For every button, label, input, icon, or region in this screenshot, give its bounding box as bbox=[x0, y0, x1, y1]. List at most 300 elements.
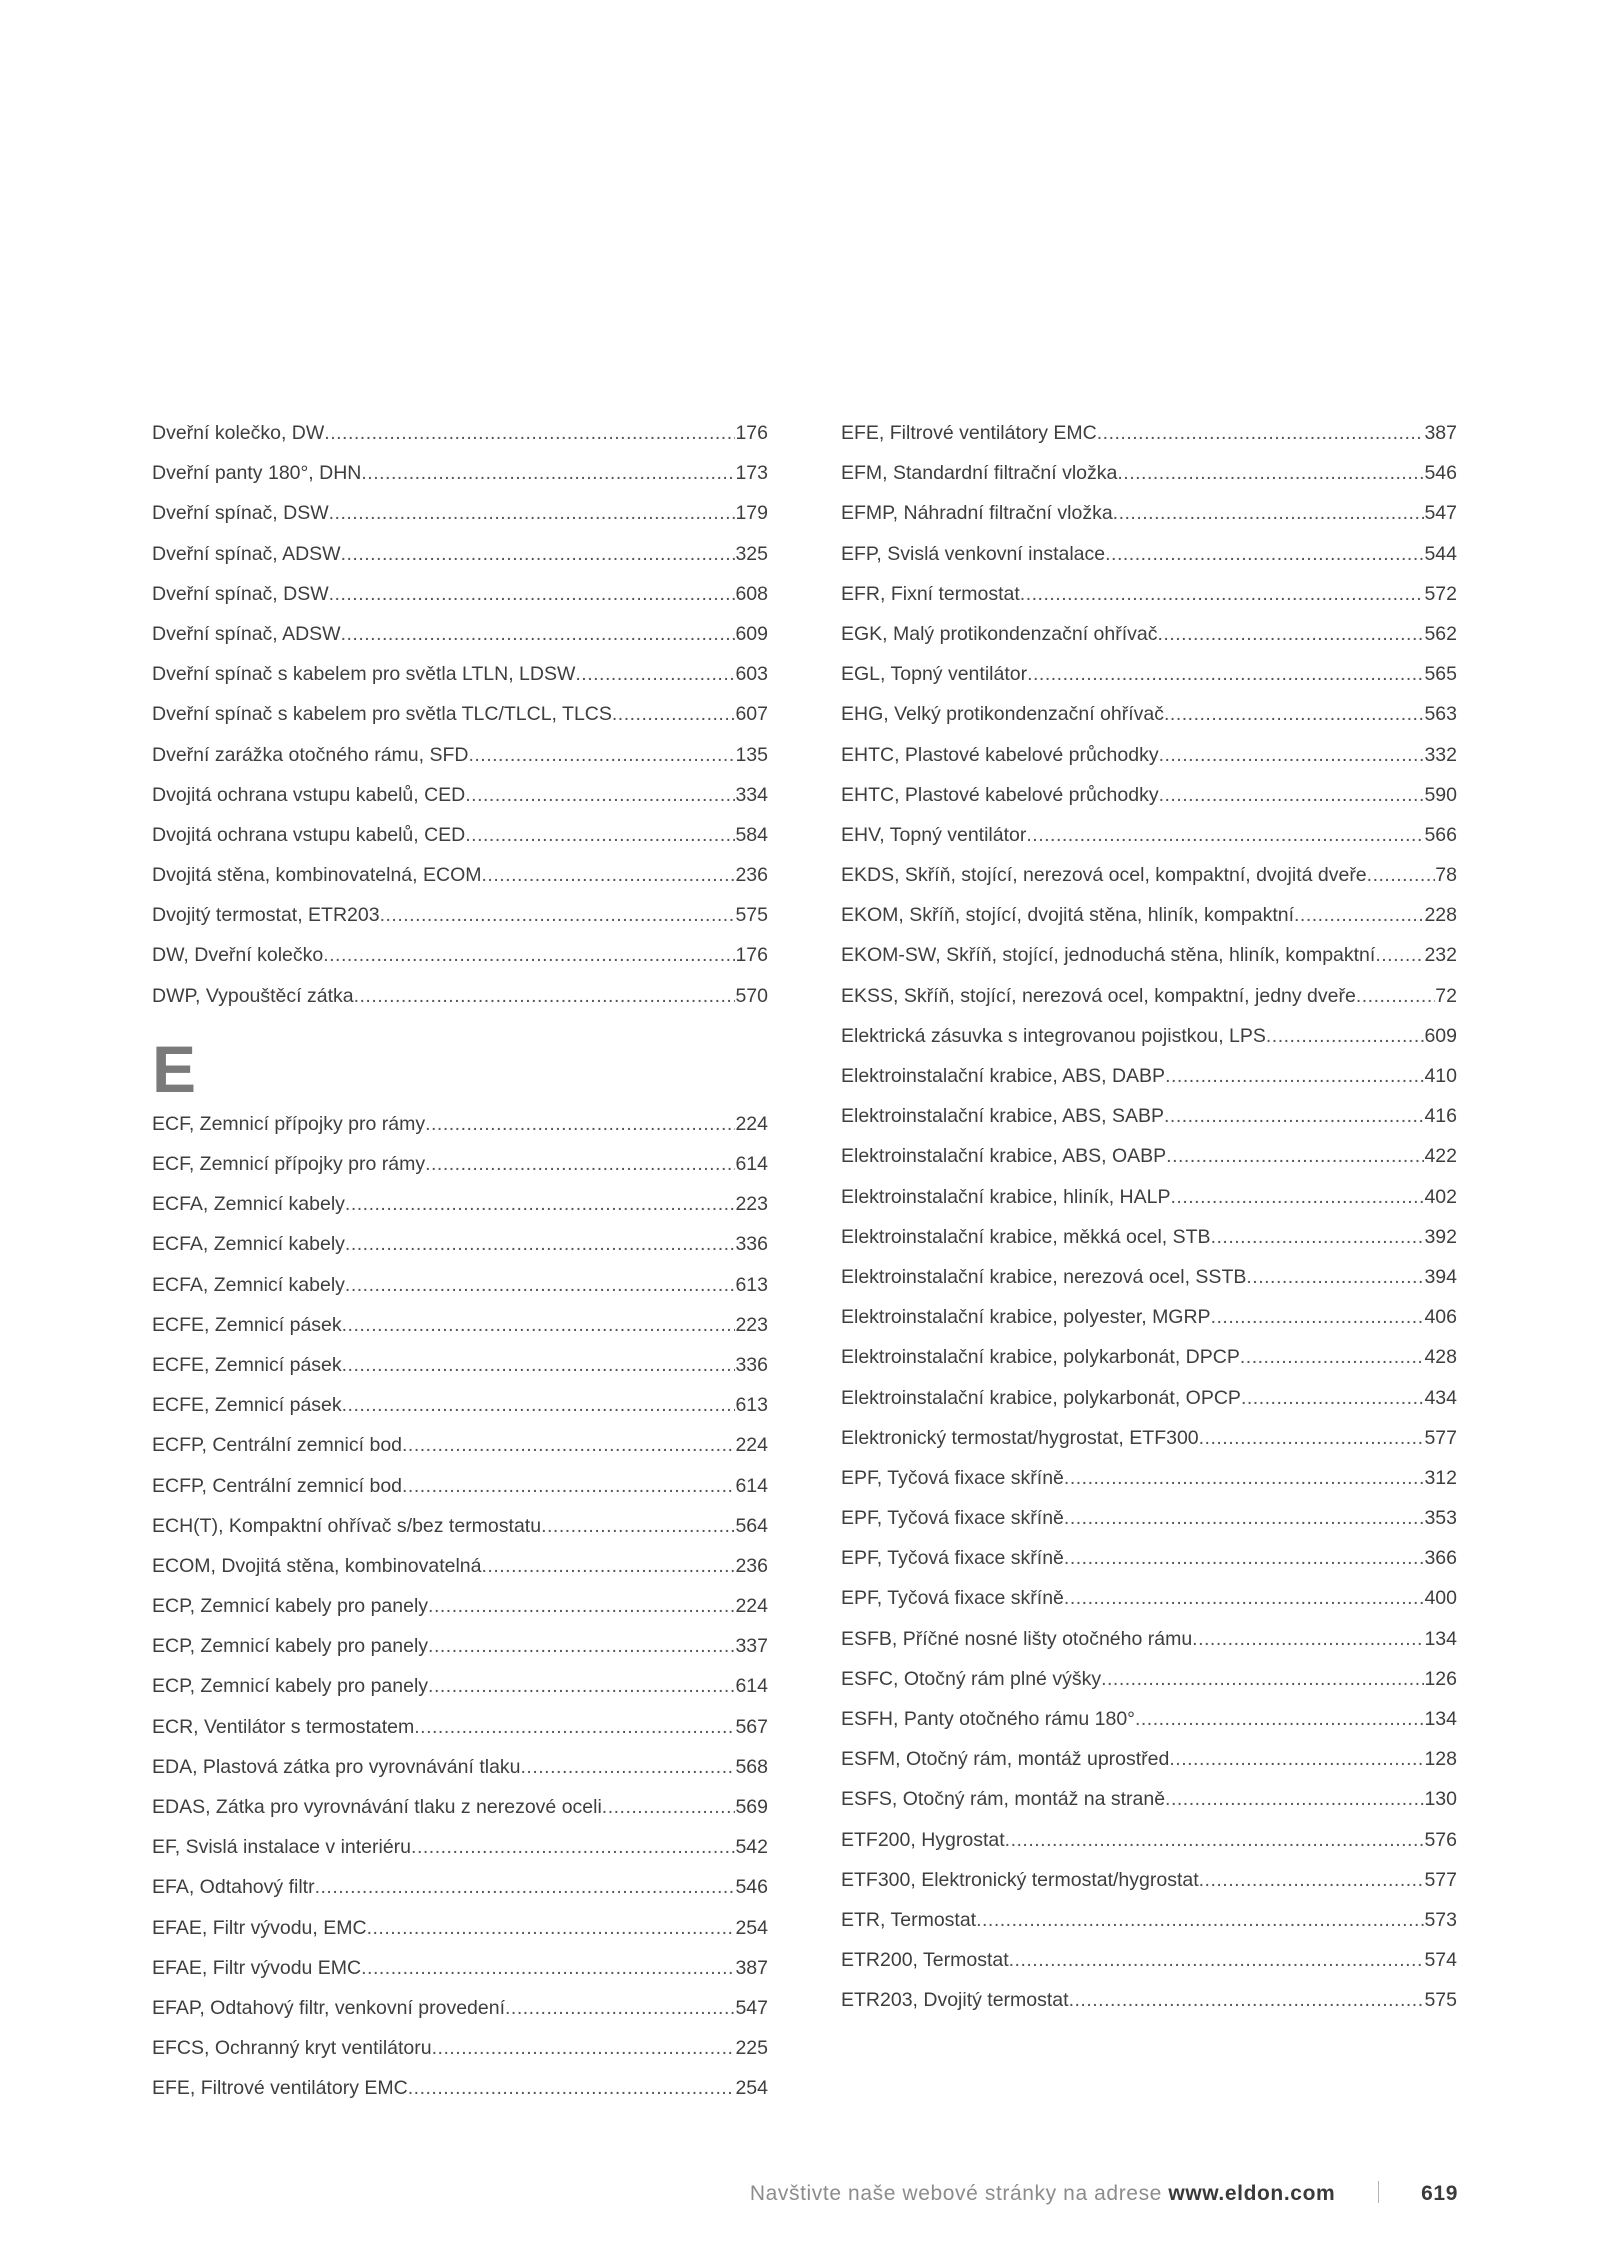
index-entry bbox=[152, 583, 768, 623]
entry-label: EPF, Tyčová fixace skříně bbox=[841, 1547, 1064, 1570]
entry-label: ETR200, Termostat bbox=[841, 1949, 1009, 1972]
index-entry bbox=[841, 1065, 1457, 1105]
index-list-e bbox=[152, 1113, 768, 2118]
footer-url-link[interactable]: www.eldon.com bbox=[1168, 2182, 1336, 2205]
dot-leader bbox=[323, 944, 735, 967]
index-entry bbox=[152, 1233, 768, 1273]
entry-label: Dveřní zarážka otočného rámu, SFD bbox=[152, 743, 469, 766]
index-entry bbox=[152, 1153, 768, 1193]
entry-label: ECF, Zemnicí přípojky pro rámy bbox=[152, 1112, 426, 1135]
index-entry bbox=[152, 1595, 768, 1635]
entry-label: EFCS, Ochranný kryt ventilátoru bbox=[152, 2037, 432, 2060]
index-entry bbox=[841, 462, 1457, 502]
dot-leader bbox=[505, 1997, 735, 2020]
entry-page-number: 130 bbox=[1424, 1788, 1457, 1811]
entry-label: EPF, Tyčová fixace skříně bbox=[841, 1587, 1064, 1610]
entry-page-number: 394 bbox=[1424, 1265, 1457, 1288]
entry-label: ESFB, Příčné nosné lišty otočného rámu bbox=[841, 1627, 1193, 1650]
dot-leader bbox=[432, 2037, 736, 2060]
entry-page-number: 590 bbox=[1424, 783, 1457, 806]
entry-page-number: 568 bbox=[735, 1755, 768, 1778]
entry-label: EFAE, Filtr vývodu EMC bbox=[152, 1956, 362, 1979]
index-entry bbox=[841, 904, 1457, 944]
dot-leader bbox=[1164, 703, 1424, 726]
entry-label: ESFC, Otočný rám plné výšky bbox=[841, 1667, 1102, 1690]
entry-label: Elektroinstalační krabice, polyester, MGRP bbox=[841, 1306, 1211, 1329]
entry-page-number: 223 bbox=[735, 1193, 768, 1216]
entry-page-number: 387 bbox=[1424, 422, 1457, 444]
dot-leader bbox=[361, 462, 735, 485]
index-entry bbox=[841, 1869, 1457, 1909]
entry-page-number: 232 bbox=[1424, 944, 1457, 967]
entry-label: Elektrická zásuvka s integrovanou pojistkou, LPS bbox=[841, 1024, 1266, 1047]
entry-label: Dvojitá ochrana vstupu kabelů, CED bbox=[152, 783, 466, 806]
dot-leader bbox=[1170, 1186, 1424, 1209]
dot-leader bbox=[1375, 944, 1424, 967]
entry-page-number: 179 bbox=[735, 502, 768, 525]
entry-label: Elektroinstalační krabice, nerezová ocel, SSTB bbox=[841, 1265, 1247, 1288]
dot-leader bbox=[342, 1354, 736, 1377]
dot-leader bbox=[1159, 744, 1425, 767]
index-entry bbox=[152, 1836, 768, 1876]
entry-page-number: 570 bbox=[735, 984, 768, 1007]
dot-leader bbox=[1294, 904, 1424, 927]
entry-label: EFE, Filtrové ventilátory EMC bbox=[841, 422, 1097, 444]
entry-page-number: 224 bbox=[735, 1112, 768, 1135]
index-entry bbox=[152, 1555, 768, 1595]
entry-label: ECFA, Zemnicí kabely bbox=[152, 1193, 345, 1216]
entry-label: ETF300, Elektronický termostat/hygrostat bbox=[841, 1868, 1199, 1891]
index-entry bbox=[841, 1186, 1457, 1226]
index-entry bbox=[841, 703, 1457, 743]
entry-page-number: 392 bbox=[1424, 1225, 1457, 1248]
index-entry bbox=[152, 1314, 768, 1354]
dot-leader bbox=[1169, 1748, 1424, 1771]
dot-leader bbox=[976, 1909, 1424, 1932]
entry-label: Elektroinstalační krabice, polykarbonát, DPCP bbox=[841, 1346, 1240, 1369]
dot-leader bbox=[329, 502, 736, 525]
index-entry bbox=[841, 1668, 1457, 1708]
entry-label: EFAP, Odtahový filtr, venkovní provedení bbox=[152, 1996, 506, 2019]
dot-leader bbox=[428, 1635, 735, 1658]
dot-leader bbox=[408, 2077, 736, 2100]
entry-page-number: 613 bbox=[735, 1394, 768, 1417]
index-entry bbox=[841, 502, 1457, 542]
index-entry bbox=[152, 502, 768, 542]
dot-leader bbox=[1064, 1507, 1425, 1530]
dot-leader bbox=[1192, 1628, 1424, 1651]
index-entry bbox=[841, 784, 1457, 824]
entry-page-number: 402 bbox=[1424, 1185, 1457, 1208]
entry-label: EKDS, Skříň, stojící, nerezová ocel, kompaktní, dvojitá dveře bbox=[841, 864, 1367, 887]
dot-leader bbox=[1135, 1708, 1424, 1731]
entry-label: EKOM, Skříň, stojící, dvojitá stěna, hliník, kompaktní bbox=[841, 904, 1295, 927]
entry-label: Elektronický termostat/hygrostat, ETF300 bbox=[841, 1426, 1199, 1449]
index-entry bbox=[152, 1796, 768, 1836]
dot-leader bbox=[1158, 623, 1425, 646]
index-entry bbox=[152, 1354, 768, 1394]
entry-label: ESFM, Otočný rám, montáž uprostřed bbox=[841, 1748, 1170, 1771]
dot-leader bbox=[1166, 1145, 1424, 1168]
dot-leader bbox=[402, 1434, 735, 1457]
entry-page-number: 573 bbox=[1424, 1908, 1457, 1931]
entry-page-number: 336 bbox=[735, 1233, 768, 1256]
page-footer bbox=[750, 2181, 1458, 2206]
dot-leader bbox=[1159, 784, 1425, 807]
index-entry bbox=[152, 2037, 768, 2077]
dot-leader bbox=[1101, 1668, 1424, 1691]
page-number: 619 bbox=[1421, 2182, 1458, 2205]
entry-page-number: 353 bbox=[1424, 1507, 1457, 1530]
entry-page-number: 72 bbox=[1435, 984, 1457, 1007]
dot-leader bbox=[1199, 1869, 1425, 1892]
dot-leader bbox=[1064, 1587, 1425, 1610]
entry-label: EHV, Topný ventilátor bbox=[841, 823, 1027, 846]
index-entry bbox=[841, 1829, 1457, 1869]
dot-leader bbox=[1165, 1065, 1424, 1088]
entry-label: ETF200, Hygrostat bbox=[841, 1828, 1005, 1851]
entry-label: EFA, Odtahový filtr bbox=[152, 1876, 315, 1899]
entry-page-number: 236 bbox=[735, 864, 768, 887]
entry-label: ECFA, Zemnicí kabely bbox=[152, 1233, 345, 1256]
index-entry bbox=[152, 1675, 768, 1715]
index-entry bbox=[841, 1949, 1457, 1989]
entry-label: Elektroinstalační krabice, hliník, HALP bbox=[841, 1185, 1171, 1208]
entry-label: Dveřní spínač, ADSW bbox=[152, 542, 341, 565]
entry-page-number: 547 bbox=[735, 1996, 768, 2019]
entry-page-number: 224 bbox=[735, 1595, 768, 1618]
dot-leader bbox=[425, 1153, 735, 1176]
index-entry bbox=[841, 1989, 1457, 2029]
dot-leader bbox=[315, 1876, 736, 1899]
dot-leader bbox=[1113, 502, 1425, 525]
dot-leader bbox=[1105, 543, 1424, 566]
dot-leader bbox=[612, 703, 736, 726]
index-entry bbox=[152, 824, 768, 864]
index-entry bbox=[841, 623, 1457, 663]
entry-label: Dveřní spínač s kabelem pro světla LTLN, LDSW bbox=[152, 663, 576, 686]
entry-page-number: 176 bbox=[735, 422, 768, 444]
index-entry bbox=[841, 1427, 1457, 1467]
index-entry bbox=[841, 1226, 1457, 1266]
index-entry bbox=[152, 1756, 768, 1796]
dot-leader bbox=[1246, 1266, 1424, 1289]
index-entry bbox=[841, 1105, 1457, 1145]
dot-leader bbox=[1026, 824, 1424, 847]
entry-label: Elektroinstalační krabice, ABS, OABP bbox=[841, 1145, 1167, 1168]
dot-leader bbox=[345, 1193, 736, 1216]
dot-leader bbox=[468, 744, 735, 767]
entry-page-number: 126 bbox=[1424, 1667, 1457, 1690]
entry-label: ECR, Ventilátor s termostatem bbox=[152, 1715, 415, 1738]
entry-page-number: 254 bbox=[735, 2077, 768, 2100]
dot-leader bbox=[521, 1756, 736, 1779]
entry-label: EGK, Malý protikondenzační ohřívač bbox=[841, 622, 1158, 645]
entry-page-number: 564 bbox=[735, 1514, 768, 1537]
entry-label: ECFE, Zemnicí pásek bbox=[152, 1313, 342, 1336]
index-entry bbox=[152, 462, 768, 502]
index-entry bbox=[152, 703, 768, 743]
entry-label: EGL, Topný ventilátor bbox=[841, 663, 1028, 686]
index-entry bbox=[152, 422, 768, 462]
index-entry bbox=[152, 1475, 768, 1515]
dot-leader bbox=[1241, 1387, 1425, 1410]
index-entry bbox=[152, 904, 768, 944]
entry-label: EKOM-SW, Skříň, stojící, jednoduchá stěna, hliník, kompaktní bbox=[841, 944, 1376, 967]
entry-page-number: 225 bbox=[735, 2037, 768, 2060]
entry-label: ECF, Zemnicí přípojky pro rámy bbox=[152, 1153, 426, 1175]
dot-leader bbox=[361, 1957, 735, 1980]
entry-label: EFAE, Filtr vývodu, EMC bbox=[152, 1916, 367, 1939]
entry-page-number: 434 bbox=[1424, 1386, 1457, 1409]
index-entry bbox=[152, 663, 768, 703]
entry-page-number: 223 bbox=[735, 1313, 768, 1336]
index-column-right bbox=[841, 422, 1457, 2030]
index-entry bbox=[152, 1394, 768, 1434]
dot-leader bbox=[1097, 422, 1425, 445]
dot-leader bbox=[380, 904, 736, 927]
entry-page-number: 608 bbox=[735, 582, 768, 605]
entry-label: EDA, Plastová zátka pro vyrovnávání tlaku bbox=[152, 1755, 521, 1778]
index-entry bbox=[841, 1587, 1457, 1627]
dot-leader bbox=[1211, 1226, 1425, 1249]
entry-page-number: 607 bbox=[735, 703, 768, 726]
dot-leader bbox=[1064, 1467, 1425, 1490]
entry-label: Dvojitá stěna, kombinovatelná, ECOM bbox=[152, 864, 482, 887]
index-column-left bbox=[152, 422, 768, 2118]
index-entry bbox=[841, 422, 1457, 462]
entry-label: EFP, Svislá venkovní instalace bbox=[841, 542, 1106, 565]
index-entry bbox=[152, 1917, 768, 1957]
entry-page-number: 176 bbox=[735, 944, 768, 967]
index-entry bbox=[841, 1628, 1457, 1668]
dot-leader bbox=[1027, 663, 1424, 686]
index-entry bbox=[152, 1434, 768, 1474]
index-entry bbox=[841, 1145, 1457, 1185]
dot-leader bbox=[481, 864, 735, 887]
index-entry bbox=[152, 864, 768, 904]
entry-page-number: 562 bbox=[1424, 622, 1457, 645]
index-entry bbox=[152, 944, 768, 984]
entry-page-number: 577 bbox=[1424, 1868, 1457, 1891]
dot-leader bbox=[1117, 462, 1424, 485]
index-entry bbox=[841, 1306, 1457, 1346]
entry-label: Dvojitý termostat, ETR203 bbox=[152, 904, 380, 927]
dot-leader bbox=[324, 422, 735, 445]
dot-leader bbox=[1009, 1949, 1425, 1972]
index-entry bbox=[841, 744, 1457, 784]
entry-label: Elektroinstalační krabice, ABS, SABP bbox=[841, 1105, 1164, 1128]
entry-page-number: 614 bbox=[735, 1474, 768, 1497]
entry-page-number: 572 bbox=[1424, 582, 1457, 605]
entry-page-number: 577 bbox=[1424, 1426, 1457, 1449]
footer-text: Navštivte naše webové stránky na adrese bbox=[749, 2182, 1162, 2205]
entry-label: EFM, Standardní filtrační vložka bbox=[841, 462, 1118, 485]
index-entry bbox=[841, 1547, 1457, 1587]
entry-page-number: 569 bbox=[735, 1796, 768, 1818]
index-entry bbox=[841, 1387, 1457, 1427]
index-entry bbox=[152, 1635, 768, 1675]
footer-separator bbox=[1378, 2181, 1379, 2203]
dot-leader bbox=[1020, 583, 1425, 606]
entry-page-number: 173 bbox=[735, 462, 768, 485]
entry-page-number: 566 bbox=[1424, 823, 1457, 846]
index-entry bbox=[152, 2077, 768, 2117]
entry-label: Elektroinstalační krabice, polykarbonát, OPCP bbox=[841, 1386, 1241, 1409]
entry-page-number: 236 bbox=[735, 1554, 768, 1577]
entry-page-number: 387 bbox=[735, 1956, 768, 1979]
index-entry bbox=[152, 1957, 768, 1997]
dot-leader bbox=[465, 784, 735, 807]
entry-page-number: 135 bbox=[735, 743, 768, 766]
entry-label: Dveřní kolečko, DW bbox=[152, 422, 325, 444]
entry-label: ECFP, Centrální zemnicí bod bbox=[152, 1434, 403, 1457]
dot-leader bbox=[342, 1394, 736, 1417]
dot-leader bbox=[1165, 1788, 1424, 1811]
index-entry bbox=[841, 864, 1457, 904]
entry-label: Dveřní spínač s kabelem pro světla TLC/TLCL, TLCS bbox=[152, 703, 612, 726]
entry-label: EPF, Tyčová fixace skříně bbox=[841, 1466, 1064, 1489]
entry-label: DW, Dveřní kolečko bbox=[152, 944, 324, 967]
entry-page-number: 428 bbox=[1424, 1346, 1457, 1369]
entry-label: ETR, Termostat bbox=[841, 1908, 977, 1931]
dot-leader bbox=[1005, 1829, 1425, 1852]
entry-label: EFE, Filtrové ventilátory EMC bbox=[152, 2077, 408, 2100]
dot-leader bbox=[367, 1917, 736, 1940]
index-entry bbox=[841, 1708, 1457, 1748]
entry-page-number: 575 bbox=[735, 904, 768, 927]
index-entry bbox=[841, 1467, 1457, 1507]
entry-page-number: 584 bbox=[735, 823, 768, 846]
entry-label: EFMP, Náhradní filtrační vložka bbox=[841, 502, 1113, 525]
dot-leader bbox=[1199, 1427, 1425, 1450]
entry-label: ECFP, Centrální zemnicí bod bbox=[152, 1474, 403, 1497]
entry-label: ESFS, Otočný rám, montáž na straně bbox=[841, 1788, 1166, 1811]
index-entry bbox=[841, 663, 1457, 703]
entry-label: EHTC, Plastové kabelové průchodky bbox=[841, 783, 1159, 806]
index-entry bbox=[841, 1025, 1457, 1065]
entry-label: ESFH, Panty otočného rámu 180° bbox=[841, 1708, 1135, 1730]
dot-leader bbox=[1211, 1306, 1425, 1329]
dot-leader bbox=[329, 583, 736, 606]
index-entry bbox=[841, 944, 1457, 984]
entry-page-number: 128 bbox=[1424, 1748, 1457, 1771]
entry-page-number: 574 bbox=[1424, 1949, 1457, 1972]
entry-page-number: 547 bbox=[1424, 502, 1457, 525]
entry-page-number: 614 bbox=[735, 1153, 768, 1175]
index-entry bbox=[841, 583, 1457, 623]
dot-leader bbox=[402, 1475, 735, 1498]
entry-page-number: 410 bbox=[1424, 1065, 1457, 1087]
entry-label: EPF, Tyčová fixace skříně bbox=[841, 1507, 1064, 1530]
entry-page-number: 254 bbox=[735, 1916, 768, 1939]
entry-page-number: 544 bbox=[1424, 542, 1457, 565]
dot-leader bbox=[1164, 1105, 1424, 1128]
entry-page-number: 312 bbox=[1424, 1466, 1457, 1489]
entry-page-number: 609 bbox=[735, 622, 768, 645]
entry-page-number: 576 bbox=[1424, 1828, 1457, 1851]
entry-page-number: 134 bbox=[1424, 1708, 1457, 1730]
index-entry bbox=[841, 1909, 1457, 1949]
dot-leader bbox=[354, 985, 736, 1008]
index-list-d bbox=[152, 422, 768, 1025]
dot-leader bbox=[1240, 1346, 1425, 1369]
entry-page-number: 332 bbox=[1424, 743, 1457, 766]
entry-page-number: 567 bbox=[735, 1715, 768, 1738]
dot-leader bbox=[428, 1675, 735, 1698]
section-letter: E bbox=[152, 1031, 197, 1106]
entry-page-number: 546 bbox=[735, 1876, 768, 1899]
entry-label: ECFA, Zemnicí kabely bbox=[152, 1273, 345, 1296]
entry-page-number: 565 bbox=[1424, 663, 1457, 686]
dot-leader bbox=[341, 623, 736, 646]
dot-leader bbox=[575, 663, 735, 686]
dot-leader bbox=[411, 1836, 735, 1859]
index-entry bbox=[841, 1507, 1457, 1547]
entry-label: ECFE, Zemnicí pásek bbox=[152, 1353, 342, 1376]
dot-leader bbox=[481, 1555, 735, 1578]
entry-label: Dveřní panty 180°, DHN bbox=[152, 462, 362, 485]
dot-leader bbox=[1367, 864, 1436, 887]
entry-label: Dvojitá ochrana vstupu kabelů, CED bbox=[152, 823, 466, 846]
index-entry bbox=[152, 1274, 768, 1314]
index-entry bbox=[152, 543, 768, 583]
entry-page-number: 609 bbox=[1424, 1024, 1457, 1047]
entry-page-number: 575 bbox=[1424, 1989, 1457, 2012]
index-entry bbox=[152, 1193, 768, 1233]
entry-label: ETR203, Dvojitý termostat bbox=[841, 1989, 1069, 2012]
entry-page-number: 78 bbox=[1435, 864, 1457, 887]
index-entry bbox=[152, 985, 768, 1025]
index-entry bbox=[152, 1113, 768, 1153]
entry-page-number: 563 bbox=[1424, 703, 1457, 726]
entry-page-number: 366 bbox=[1424, 1547, 1457, 1570]
entry-page-number: 422 bbox=[1424, 1145, 1457, 1168]
index-entry bbox=[152, 1716, 768, 1756]
index-entry bbox=[841, 824, 1457, 864]
dot-leader bbox=[345, 1233, 736, 1256]
entry-label: EHG, Velký protikondenzační ohřívač bbox=[841, 703, 1164, 726]
entry-page-number: 542 bbox=[735, 1836, 768, 1859]
entry-page-number: 614 bbox=[735, 1675, 768, 1698]
index-entry bbox=[841, 1748, 1457, 1788]
entry-label: ECP, Zemnicí kabely pro panely bbox=[152, 1635, 429, 1658]
index-entry bbox=[152, 1876, 768, 1916]
entry-label: ECOM, Dvojitá stěna, kombinovatelná bbox=[152, 1554, 482, 1577]
index-entry bbox=[152, 784, 768, 824]
entry-label: Dveřní spínač, DSW bbox=[152, 502, 329, 525]
dot-leader bbox=[414, 1716, 735, 1739]
entry-page-number: 546 bbox=[1424, 462, 1457, 485]
index-entry bbox=[152, 744, 768, 784]
dot-leader bbox=[465, 824, 735, 847]
index-entry bbox=[152, 623, 768, 663]
entry-label: ECP, Zemnicí kabely pro panely bbox=[152, 1595, 429, 1618]
entry-label: Elektroinstalační krabice, ABS, DABP bbox=[841, 1065, 1166, 1087]
entry-label: ECH(T), Kompaktní ohřívač s/bez termostatu bbox=[152, 1514, 542, 1537]
entry-label: ECFE, Zemnicí pásek bbox=[152, 1394, 342, 1417]
entry-label: Dveřní spínač, ADSW bbox=[152, 622, 341, 645]
entry-page-number: 416 bbox=[1424, 1105, 1457, 1128]
dot-leader bbox=[1064, 1547, 1425, 1570]
entry-page-number: 224 bbox=[735, 1434, 768, 1457]
entry-page-number: 400 bbox=[1424, 1587, 1457, 1610]
index-entry bbox=[841, 543, 1457, 583]
dot-leader bbox=[1069, 1989, 1425, 2012]
entry-label: EHTC, Plastové kabelové průchodky bbox=[841, 743, 1159, 766]
index-entry bbox=[152, 1997, 768, 2037]
entry-label: EFR, Fixní termostat bbox=[841, 582, 1020, 605]
